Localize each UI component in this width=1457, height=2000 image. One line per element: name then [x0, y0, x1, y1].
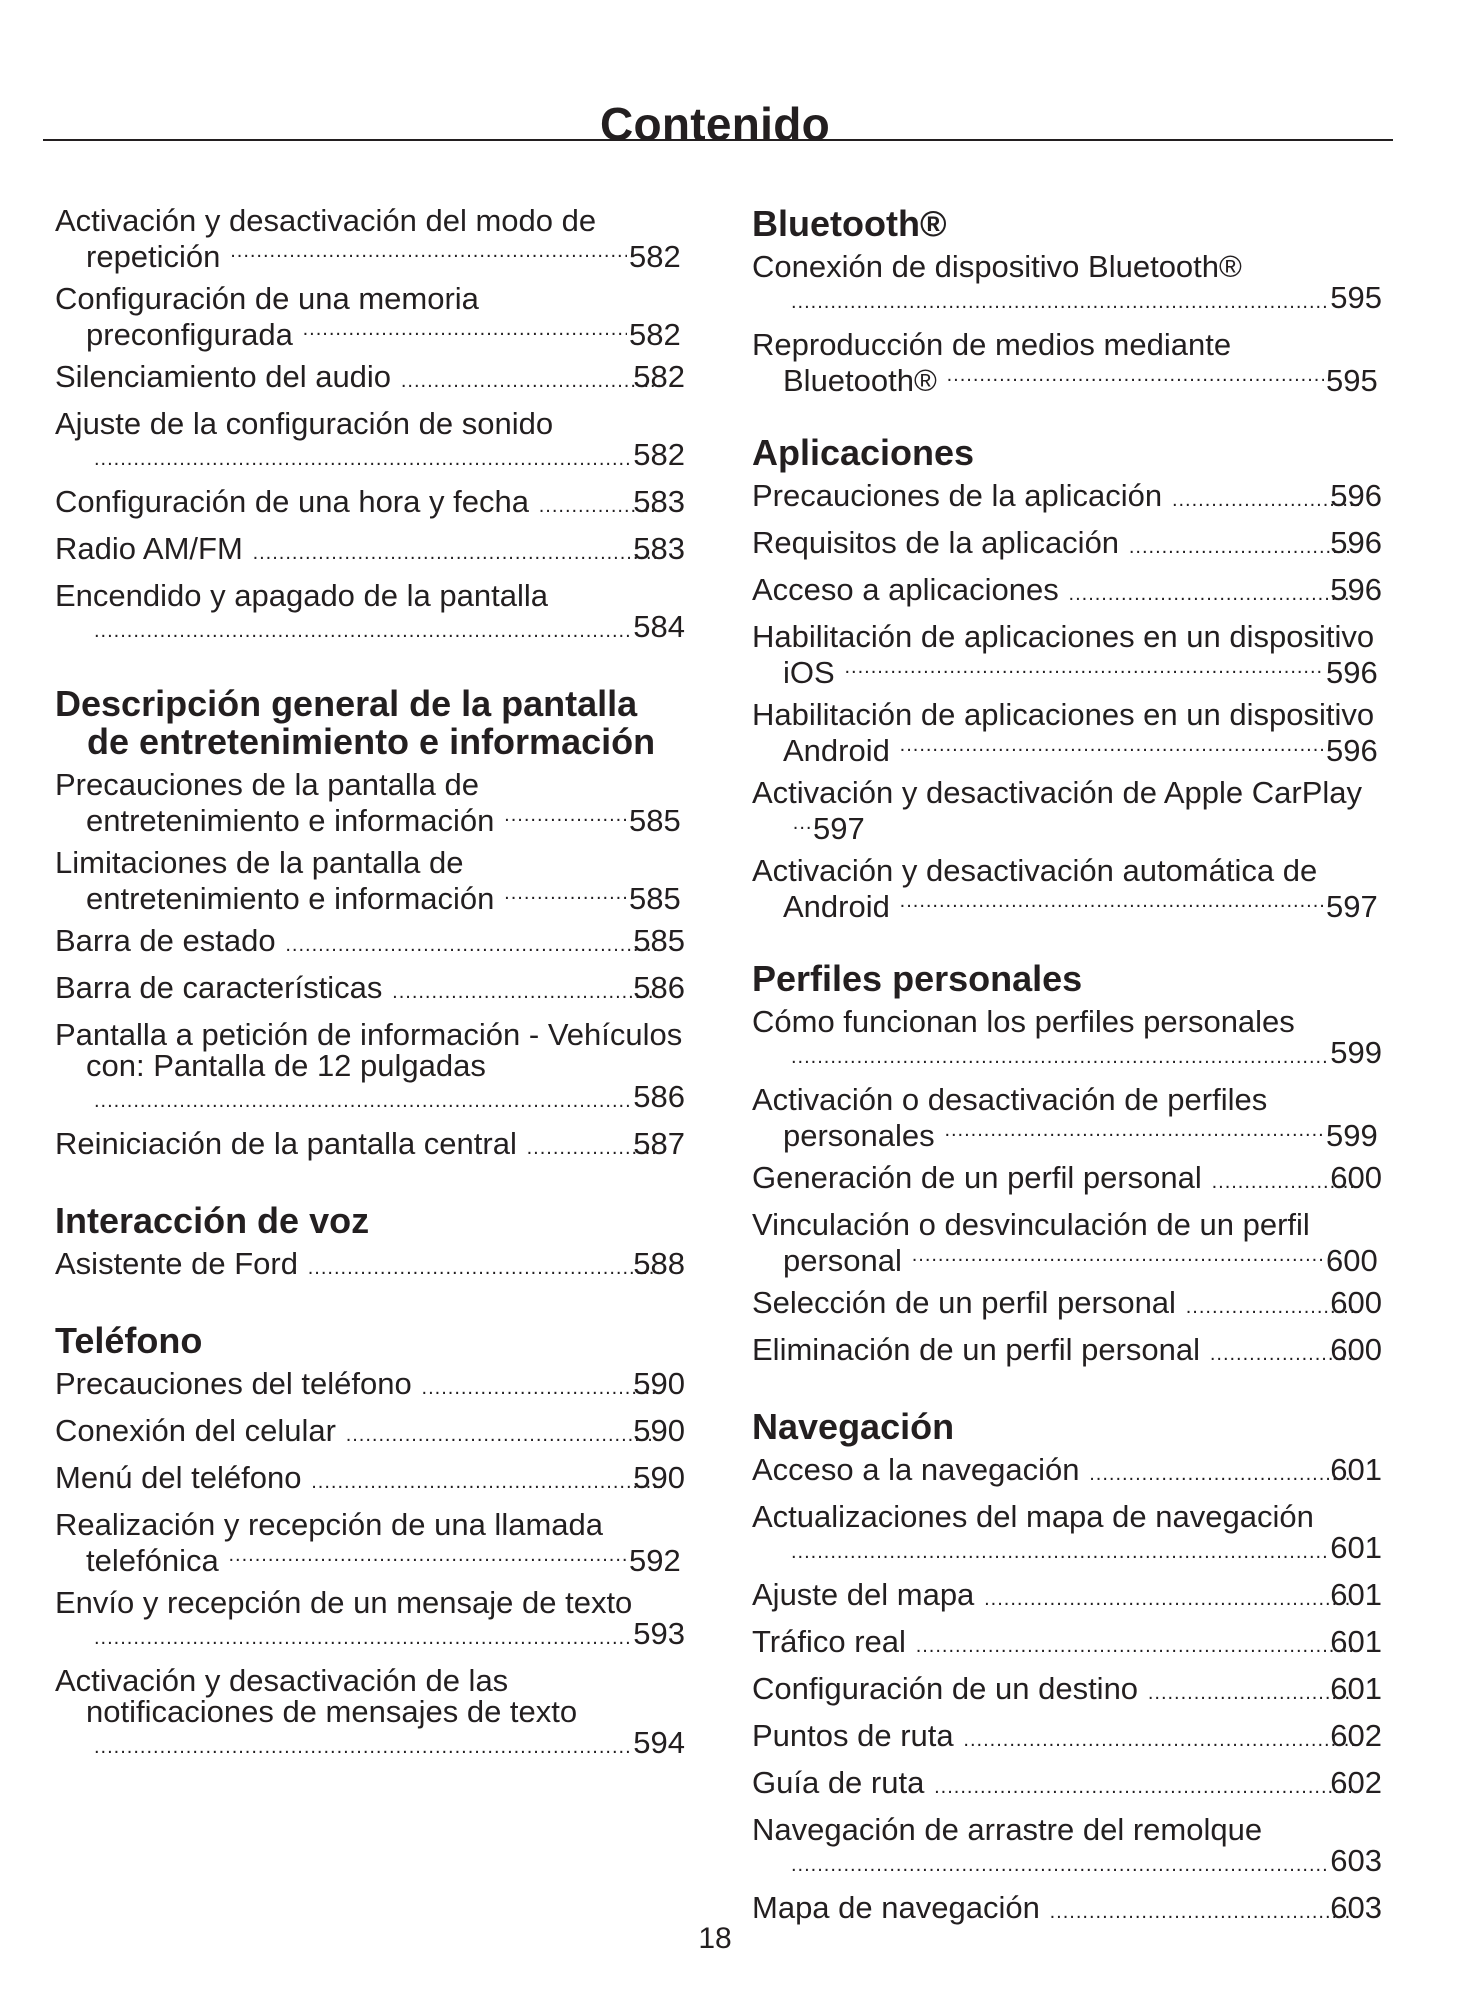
entry-title-text: Habilitación de aplicaciones en un dispositivo Android — [752, 697, 1375, 768]
toc-entry[interactable] — [55, 847, 685, 914]
entry-title — [752, 621, 1382, 688]
entry-title — [55, 205, 685, 272]
dot-leader — [306, 1253, 662, 1284]
entry-title — [752, 1162, 1382, 1198]
entry-page-number: 590 — [633, 1366, 685, 1401]
entry-title — [752, 1579, 1382, 1615]
entry-title — [55, 847, 685, 914]
dot-leader-line — [55, 1081, 685, 1117]
entry-title — [55, 769, 685, 836]
toc-entry[interactable] — [752, 251, 1382, 318]
dot-leader — [94, 444, 631, 475]
entry-page-number: 599 — [1330, 1035, 1382, 1070]
entry-page-number: 596 — [1330, 525, 1382, 560]
toc-entry[interactable] — [55, 1587, 685, 1654]
dot-leader — [94, 1732, 631, 1763]
dot-leader — [898, 730, 1324, 761]
entry-title-text: Barra de características — [55, 970, 383, 1005]
entry-page-number: 596 — [1330, 478, 1382, 513]
entry-title: Cómo funcionan los perfiles personales — [752, 1004, 1295, 1039]
toc-section — [55, 205, 685, 647]
dot-leader — [94, 1623, 631, 1654]
entry-title: Envío y recepción de un mensaje de texto — [55, 1585, 633, 1620]
entry-title — [752, 1767, 1382, 1803]
toc-entry[interactable] — [752, 1006, 1382, 1073]
dot-leader — [945, 360, 1324, 391]
entry-title-text: Asistente de Ford — [55, 1246, 298, 1281]
section-heading: Perfiles personales — [752, 958, 1083, 999]
entry-title-text: Configuración de una hora y fecha — [55, 484, 529, 519]
dot-leader — [791, 1042, 1328, 1073]
toc-entry[interactable] — [752, 855, 1382, 922]
entry-title — [752, 1454, 1382, 1490]
dot-leader — [390, 977, 662, 1008]
dot-leader — [94, 1086, 631, 1117]
entry-title — [752, 1084, 1382, 1151]
toc-entry[interactable] — [55, 1462, 685, 1498]
dot-leader — [344, 1420, 662, 1451]
entry-page-number: 600 — [1326, 1243, 1378, 1278]
entry-title — [752, 777, 1382, 844]
entry-page-number: 603 — [1330, 1843, 1382, 1878]
dot-leader-line — [752, 1532, 1382, 1568]
dot-leader-line — [55, 611, 685, 647]
entry-title-text: Realización y recepción de una llamada telefónica — [55, 1507, 603, 1578]
entry-page-number: 582 — [633, 359, 685, 394]
entry-page-number: 593 — [633, 1616, 685, 1651]
entry-title-text: Radio AM/FM — [55, 531, 243, 566]
dot-leader — [251, 538, 662, 569]
toc-entry[interactable] — [752, 1501, 1382, 1568]
entry-title — [55, 1415, 685, 1451]
section-heading: Navegación — [752, 1406, 955, 1447]
entry-title: Pantalla a petición de información - Vehículos con: Pantalla de 12 pulgadas — [55, 1017, 683, 1083]
entry-title: Conexión de dispositivo Bluetooth® — [752, 249, 1242, 284]
entry-title-text: Tráfico real — [752, 1624, 906, 1659]
entry-page-number: 596 — [1330, 572, 1382, 607]
entry-title — [55, 1368, 685, 1404]
entry-page-number: 603 — [1330, 1890, 1382, 1925]
dot-leader — [1146, 1678, 1359, 1709]
entry-page-number: 587 — [633, 1126, 685, 1161]
toc-entry[interactable] — [752, 1673, 1382, 1709]
dot-leader — [228, 236, 627, 267]
entry-title — [55, 283, 685, 350]
toc-entry[interactable] — [55, 1248, 685, 1284]
dot-leader-line — [55, 1727, 685, 1763]
entry-title-text: Activación o desactivación de perfiles personales — [752, 1082, 1268, 1153]
entry-page-number: 592 — [629, 1543, 681, 1578]
entry-title-text: Acceso a la navegación — [752, 1452, 1080, 1487]
entry-title-text: Precauciones del teléfono — [55, 1366, 412, 1401]
entry-title — [752, 527, 1382, 563]
toc-entry[interactable] — [752, 480, 1382, 516]
dot-leader — [932, 1772, 1359, 1803]
toc-entry[interactable] — [55, 1019, 685, 1117]
toc-entry[interactable] — [752, 1084, 1382, 1151]
dot-leader — [791, 1537, 1328, 1568]
dot-leader — [301, 314, 627, 345]
entry-title — [752, 1287, 1382, 1323]
entry-title: Activación y desactivación de las notificaciones de mensajes de texto — [55, 1663, 578, 1729]
entry-page-number: 601 — [1330, 1452, 1382, 1487]
entry-title — [752, 329, 1382, 396]
entry-title: Ajuste de la configuración de sonido — [55, 406, 554, 441]
toc-entry[interactable] — [55, 580, 685, 647]
entry-title-text: Barra de estado — [55, 923, 276, 958]
toc-entry[interactable] — [55, 1368, 685, 1404]
toc-entry[interactable] — [752, 1162, 1382, 1198]
dot-leader — [1067, 579, 1360, 610]
entry-title-text: Reiniciación de la pantalla central — [55, 1126, 517, 1161]
dot-leader-line — [752, 1037, 1382, 1073]
entry-title-text: Precauciones de la aplicación — [752, 478, 1163, 513]
entry-page-number: 601 — [1330, 1671, 1382, 1706]
page-title: Contenido — [599, 97, 831, 150]
entry-title-text: Mapa de navegación — [752, 1890, 1040, 1925]
dot-leader — [227, 1540, 627, 1571]
entry-page-number: 586 — [633, 1079, 685, 1114]
entry-title-text: Configuración de una memoria preconfigurada — [55, 281, 479, 352]
entry-title-text: Reproducción de medios mediante Bluetooth® — [752, 327, 1232, 398]
dot-leader — [791, 287, 1328, 318]
entry-title — [55, 1509, 685, 1576]
entry-page-number: 600 — [1330, 1285, 1382, 1320]
toc-entry[interactable] — [752, 1767, 1382, 1803]
entry-page-number: 585 — [629, 881, 681, 916]
toc-entry[interactable] — [55, 533, 685, 569]
dot-leader-line — [55, 439, 685, 475]
toc-entry[interactable] — [752, 527, 1382, 563]
entry-title — [55, 486, 685, 522]
entry-page-number: 601 — [1330, 1577, 1382, 1612]
entry-title-text: Acceso a aplicaciones — [752, 572, 1059, 607]
dot-leader — [914, 1631, 1359, 1662]
entry-page-number: 600 — [1330, 1332, 1382, 1367]
entry-title — [752, 699, 1382, 766]
entry-title-text: Requisitos de la aplicación — [752, 525, 1120, 560]
entry-page-number: 602 — [1330, 1765, 1382, 1800]
toc-right-column — [752, 205, 1382, 1966]
toc-section — [55, 1322, 685, 1763]
toc-entry[interactable] — [752, 1454, 1382, 1490]
entry-title-text: Habilitación de aplicaciones en un dispositivo iOS — [752, 619, 1375, 690]
toc-entry[interactable] — [55, 1509, 685, 1576]
entry-page-number: 588 — [633, 1246, 685, 1281]
entry-title-text: Configuración de un destino — [752, 1671, 1139, 1706]
entry-title-text: Vinculación o desvinculación de un perfil personal — [752, 1207, 1310, 1278]
entry-title — [55, 361, 685, 397]
toc-entry[interactable] — [752, 1209, 1382, 1276]
toc-entry[interactable] — [752, 1287, 1382, 1323]
entry-page-number: 599 — [1326, 1118, 1378, 1153]
entry-title — [55, 1462, 685, 1498]
dot-leader — [843, 652, 1324, 683]
entry-page-number: 582 — [633, 437, 685, 472]
entry-page-number: 602 — [1330, 1718, 1382, 1753]
toc-left-column — [55, 205, 685, 1801]
toc-entry[interactable] — [55, 486, 685, 522]
toc-entry[interactable] — [55, 1415, 685, 1451]
toc-entry[interactable] — [752, 1334, 1382, 1370]
toc-section — [55, 1202, 685, 1284]
entry-page-number: 600 — [1330, 1160, 1382, 1195]
dot-leader — [943, 1115, 1324, 1146]
entry-page-number: 582 — [629, 239, 681, 274]
entry-title: Navegación de arrastre del remolque — [752, 1812, 1263, 1847]
entry-page-number: 596 — [1326, 733, 1378, 768]
entry-page-number: 585 — [629, 803, 681, 838]
dot-leader — [791, 808, 811, 839]
entry-title-text: Conexión del celular — [55, 1413, 336, 1448]
section-heading: Aplicaciones — [752, 432, 975, 473]
toc-section — [752, 960, 1382, 1370]
entry-page-number: 596 — [1326, 655, 1378, 690]
entry-page-number: 583 — [633, 531, 685, 566]
dot-leader — [1127, 532, 1359, 563]
entry-title-text: Activación y desactivación del modo de repetición — [55, 203, 597, 274]
toc-entry[interactable] — [55, 972, 685, 1008]
toc-entry[interactable] — [752, 1579, 1382, 1615]
dot-leader — [309, 1467, 662, 1498]
entry-title-text: Activación y desactivación automática de Android — [752, 853, 1318, 924]
dot-leader — [94, 616, 631, 647]
toc-section — [752, 434, 1382, 922]
entry-title — [752, 574, 1382, 610]
toc-entry[interactable] — [752, 1626, 1382, 1662]
entry-page-number: 590 — [633, 1460, 685, 1495]
entry-title — [752, 1720, 1382, 1756]
toc-entry[interactable] — [55, 769, 685, 836]
entry-title — [752, 1626, 1382, 1662]
dot-leader — [962, 1725, 1360, 1756]
dot-leader-line — [752, 282, 1382, 318]
toc-section — [752, 1408, 1382, 1928]
entry-title: Encendido y apagado de la pantalla — [55, 578, 548, 613]
entry-title — [55, 925, 685, 961]
entry-page-number: 590 — [633, 1413, 685, 1448]
entry-title-text: Ajuste del mapa — [752, 1577, 975, 1612]
dot-leader — [791, 1850, 1328, 1881]
entry-page-number: 584 — [633, 609, 685, 644]
entry-page-number: 597 — [1326, 889, 1378, 924]
entry-title — [752, 1673, 1382, 1709]
entry-page-number: 582 — [629, 317, 681, 352]
toc-entry[interactable] — [55, 1665, 685, 1763]
entry-title — [752, 480, 1382, 516]
entry-title-text: Limitaciones de la pantalla de entretenimiento e información — [55, 845, 495, 916]
entry-title — [752, 1334, 1382, 1370]
entry-page-number: 583 — [633, 484, 685, 519]
entry-title — [752, 855, 1382, 922]
toc-entry[interactable] — [55, 1128, 685, 1164]
dot-leader — [284, 930, 663, 961]
entry-title-text: Guía de ruta — [752, 1765, 925, 1800]
dot-leader — [502, 878, 627, 909]
entry-title — [55, 1248, 685, 1284]
toc-entry[interactable] — [752, 1720, 1382, 1756]
entry-title: Actualizaciones del mapa de navegación — [752, 1499, 1314, 1534]
toc-entry[interactable] — [752, 699, 1382, 766]
title-divider — [43, 139, 1393, 141]
section-heading: Teléfono — [55, 1320, 203, 1361]
dot-leader — [420, 1373, 663, 1404]
entry-page-number: 597 — [813, 811, 865, 846]
entry-title — [55, 972, 685, 1008]
page-number: 18 — [698, 1922, 732, 1955]
dot-leader — [982, 1584, 1359, 1615]
entry-title — [55, 533, 685, 569]
dot-leader-line — [752, 1845, 1382, 1881]
toc-entry[interactable] — [55, 283, 685, 350]
entry-page-number: 601 — [1330, 1624, 1382, 1659]
dot-leader-line — [55, 1618, 685, 1654]
toc-entry[interactable] — [55, 408, 685, 475]
toc-entry[interactable] — [752, 621, 1382, 688]
entry-title — [55, 1128, 685, 1164]
toc-section — [752, 205, 1382, 396]
toc-entry[interactable] — [752, 777, 1382, 844]
toc-entry[interactable] — [752, 1814, 1382, 1881]
section-heading: Interacción de voz — [55, 1200, 370, 1241]
section-heading: Descripción general de la pantalla de entretenimiento e información — [55, 683, 656, 762]
toc-section — [55, 685, 685, 1164]
section-heading: Bluetooth® — [752, 203, 947, 244]
toc-entry[interactable] — [55, 925, 685, 961]
entry-page-number: 585 — [633, 923, 685, 958]
entry-page-number: 601 — [1330, 1530, 1382, 1565]
dot-leader — [898, 886, 1324, 917]
entry-page-number: 595 — [1326, 363, 1378, 398]
dot-leader — [910, 1240, 1324, 1271]
entry-page-number: 595 — [1330, 280, 1382, 315]
entry-title-text: Eliminación de un perfil personal — [752, 1332, 1201, 1367]
entry-page-number: 594 — [633, 1725, 685, 1760]
entry-page-number: 586 — [633, 970, 685, 1005]
dot-leader — [502, 800, 627, 831]
toc-entry[interactable] — [55, 205, 685, 272]
entry-title-text: Menú del teléfono — [55, 1460, 302, 1495]
toc-entry[interactable] — [752, 329, 1382, 396]
toc-entry[interactable] — [55, 361, 685, 397]
dot-leader — [1087, 1459, 1359, 1490]
entry-title-text: Silenciamiento del audio — [55, 359, 392, 394]
entry-title-text: Puntos de ruta — [752, 1718, 954, 1753]
toc-entry[interactable] — [752, 574, 1382, 610]
entry-title-text: Selección de un perfil personal — [752, 1285, 1176, 1320]
entry-title-text: Generación de un perfil personal — [752, 1160, 1202, 1195]
entry-title — [752, 1209, 1382, 1276]
entry-title-text: Precauciones de la pantalla de entretenimiento e información — [55, 767, 495, 838]
entry-title-text: Activación y desactivación de Apple CarPlay — [752, 775, 1362, 810]
dot-leader — [399, 366, 662, 397]
